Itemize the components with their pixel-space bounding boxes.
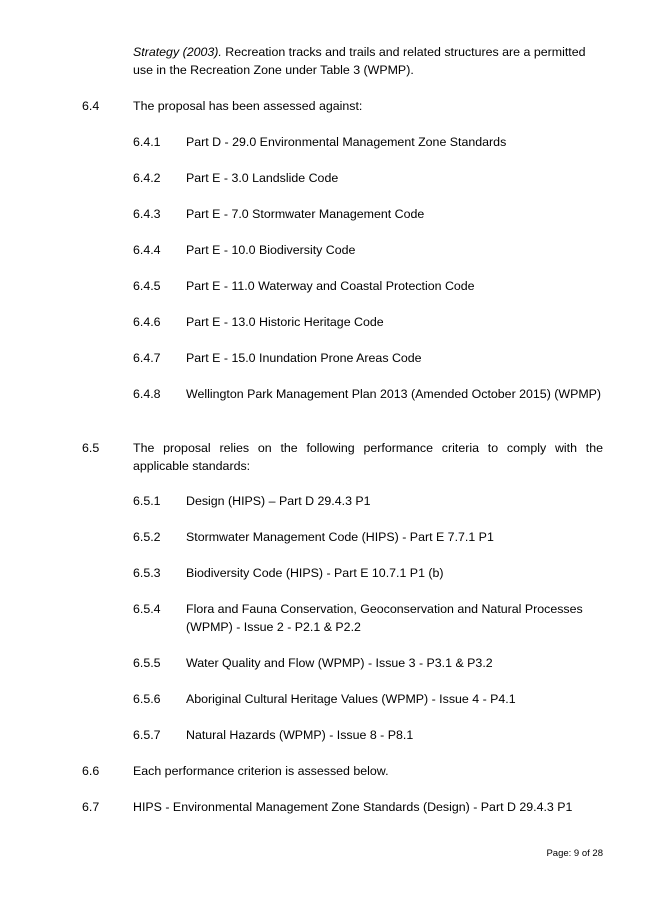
intro-body-text: Recreation tracks and trails and related structures are a permitted use in the Recreation Zone under Table 3 (WPMP).: [133, 45, 586, 77]
item-6-4-3-text: Part E - 7.0 Stormwater Management Code: [186, 207, 425, 221]
item-6-5-6-number: 6.5.6: [133, 692, 161, 706]
item-6-4-7-text: Part E - 15.0 Inundation Prone Areas Code: [186, 351, 422, 365]
item-6-4-8-number: 6.4.8: [133, 387, 161, 401]
intro-italic-text: Strategy (2003).: [133, 45, 222, 59]
item-6-5-4-number: 6.5.4: [133, 602, 161, 616]
section-6-5-text: The proposal relies on the following performance criteria to comply with the applicable standards:: [133, 441, 603, 473]
item-6-4-7-number: 6.4.7: [133, 351, 161, 365]
section-6-6-text: Each performance criterion is assessed below.: [133, 764, 389, 778]
item-6-5-7-text: Natural Hazards (WPMP) - Issue 8 - P8.1: [186, 728, 414, 742]
item-6-4-4-number: 6.4.4: [133, 243, 161, 257]
item-6-4-5-text: Part E - 11.0 Waterway and Coastal Protection Code: [186, 279, 475, 293]
section-6-4-text: The proposal has been assessed against:: [133, 99, 363, 113]
item-6-5-5-number: 6.5.5: [133, 656, 161, 670]
item-6-5-2-text: Stormwater Management Code (HIPS) - Part E 7.7.1 P1: [186, 530, 494, 544]
item-6-4-8-text: Wellington Park Management Plan 2013 (Amended October 2015) (WPMP): [186, 387, 602, 401]
item-6-5-3-text: Biodiversity Code (HIPS) - Part E 10.7.1 P1 (b): [186, 566, 444, 580]
intro-paragraph: [133, 43, 603, 79]
item-6-4-6-text: Part E - 13.0 Historic Heritage Code: [186, 315, 384, 329]
item-6-5-6-text: Aboriginal Cultural Heritage Values (WPMP) - Issue 4 - P4.1: [186, 692, 516, 706]
item-6-5-3-number: 6.5.3: [133, 566, 161, 580]
item-6-4-2-text: Part E - 3.0 Landslide Code: [186, 171, 339, 185]
item-6-4-1-text: Part D - 29.0 Environmental Management Zone Standards: [186, 135, 507, 149]
item-6-4-1-number: 6.4.1: [133, 135, 161, 149]
item-6-4-6-number: 6.4.6: [133, 315, 161, 329]
page-number-footer: Page: 9 of 28: [546, 848, 603, 859]
item-6-4-2-number: 6.4.2: [133, 171, 161, 185]
section-6-7-number: 6.7: [82, 800, 100, 814]
item-6-5-2-number: 6.5.2: [133, 530, 161, 544]
item-6-4-5-number: 6.4.5: [133, 279, 161, 293]
section-6-7-text: HIPS - Environmental Management Zone Standards (Design) - Part D 29.4.3 P1: [133, 800, 573, 814]
section-6-5-number: 6.5: [82, 441, 100, 455]
item-6-5-1-text: Design (HIPS) – Part D 29.4.3 P1: [186, 494, 371, 508]
item-6-5-7-number: 6.5.7: [133, 728, 161, 742]
item-6-5-1-number: 6.5.1: [133, 494, 161, 508]
item-6-5-5-text: Water Quality and Flow (WPMP) - Issue 3 - P3.1 & P3.2: [186, 656, 493, 670]
item-6-4-4-text: Part E - 10.0 Biodiversity Code: [186, 243, 356, 257]
item-6-5-4-text: Flora and Fauna Conservation, Geoconservation and Natural Processes (WPMP) - Issue 2 - P2.1 & P2.2: [186, 602, 583, 634]
item-6-4-3-number: 6.4.3: [133, 207, 161, 221]
section-6-6-number: 6.6: [82, 764, 100, 778]
section-6-4-number: 6.4: [82, 99, 100, 113]
